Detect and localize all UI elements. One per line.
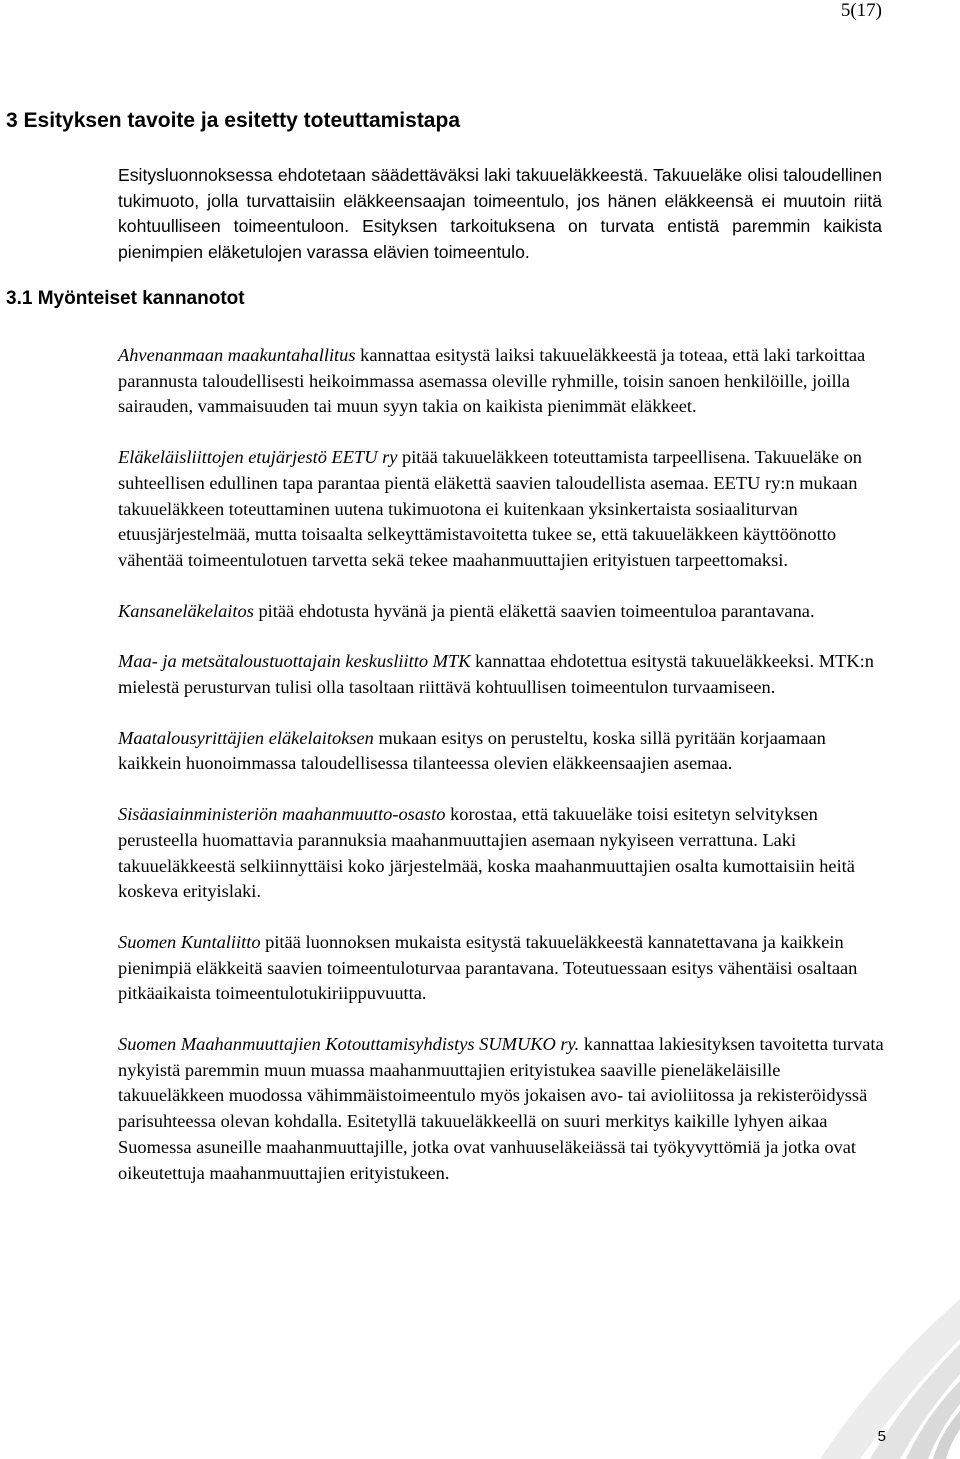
statement-org: Maatalousyrittäjien eläkelaitoksen xyxy=(118,727,374,748)
statement-text: pitää takuueläkkeen toteuttamista tarpeellisena. Takuueläke on suhteellisen edullinen tapa parantaa pientä eläkettä saavien taloudellista asemaa. EETU ry:n mukaan takuueläkkeen toteuttaminen uutena tukimuotona ei kuitenkaan yksinkertaista sosiaaliturvan etuusjärjestelmää, mutta toisaalta selkeyttämistavoitetta tukee se, että takuueläkkeen käyttöönotto vähentää toimeentulotuen tarvetta sekä tekee maahanmuuttajien erityistuen tarpeettomaksi. xyxy=(118,447,863,570)
corner-page-number: 5 xyxy=(877,1428,886,1445)
section-heading: 3 Esityksen tavoite ja esitetty toteuttamistapa xyxy=(6,109,460,132)
statement-text: pitää luonnoksen mukaista esitystä takuueläkkeestä kannatettavana ja kaikkein pienimpiä eläkkeitä saavien toimeentuloturvaa parantavana. Toteutuessaan esitys vähentäisi osaltaan pitkäaikaista toimeentulotukiriippuvuutta. xyxy=(118,931,858,1004)
statement-paragraph xyxy=(118,930,888,1007)
statement-org: Kansaneläkelaitos xyxy=(118,600,254,621)
statement-paragraph xyxy=(118,445,888,574)
statement-paragraph xyxy=(118,1032,888,1186)
statement-org: Sisäasiainministeriön maahanmuutto-osasto xyxy=(118,804,446,825)
statement-org: Eläkeläisliittojen etujärjestö EETU ry xyxy=(118,447,398,468)
statement-paragraph xyxy=(118,802,888,905)
page-number: 5(17) xyxy=(840,0,882,21)
intro-paragraph: Esitysluonnoksessa ehdotetaan säädettäväksi laki takuueläkkeestä. Takuueläke olisi taloudellinen tukimuoto, jolla turvattaisiin eläkkeensaajan toimeentulo, jos hänen eläkkeensä ei muutoin riitä kohtuulliseen toimeentuloon. Esityksen tarkoituksena on turvata entistä paremmin kaikista pienimpien eläketulojen varassa elävien toimeentulo. xyxy=(118,165,882,263)
statement-paragraph xyxy=(118,726,888,777)
statement-paragraph xyxy=(118,343,888,420)
statement-paragraph xyxy=(118,599,888,625)
statement-text: kannattaa lakiesityksen tavoitetta turvata nykyistä paremmin muun muassa maahanmuuttajien erityistukea saaville pieneläkeläisille takuueläkkeen muodossa vähimmäistoimeentulo myös jokaisen avo- tai avioliitossa ja rekisteröidyssä parisuhteessa olevan kohdalla. Esitetyllä takuueläkkeellä on suuri merkitys kaikille lyhyen aikaa Suomessa asuneille maahanmuuttajille, jotka ovat vanhuuseläkeiässä tai työkyvyttömiä ja jotka ovat oikeutettuja maahanmuuttajien erityistukeen. xyxy=(118,1034,884,1183)
statement-text: kannattaa ehdotettua esitystä takuueläkkeeksi. MTK:n mielestä perusturvan tulisi olla tasoltaan riittävä kohtuullisen toimeentulon turvaamiseen. xyxy=(118,651,874,698)
statement-org: Maa- ja metsätaloustuottajain keskusliitto MTK xyxy=(118,651,471,672)
statement-org: Suomen Maahanmuuttajien Kotouttamisyhdistys SUMUKO ry. xyxy=(118,1034,580,1055)
statement-text: korostaa, että takuueläke toisi esitetyn selvityksen perusteella huomattavia parannuksia maahanmuuttajien asemaan nykyiseen verrattuna. Laki takuueläkkeestä selkiinnyttäisi koko järjestelmää, koska maahanmuuttajien osalta kumottaisiin heitä koskeva erityislaki. xyxy=(118,804,855,902)
statement-org: Ahvenanmaan maakuntahallitus xyxy=(118,345,356,365)
subsection-heading: 3.1 Myönteiset kannanotot xyxy=(6,288,245,309)
statement-text: kannattaa esitystä laiksi takuueläkkeestä ja toteaa, että laki tarkoittaa parannusta taloudellisesti heikoimmassa asemassa oleville ryhmille, toisin sanoen henkilöille, joilla sairauden, vammaisuuden tai muun syyn takia on kaikista pienimmät eläkkeet. xyxy=(118,345,866,417)
statements-column xyxy=(118,343,888,1211)
statement-text: pitää ehdotusta hyvänä ja pientä eläkettä saavien toimeentuloa parantavana. xyxy=(253,600,815,621)
statement-text: mukaan esitys on perusteltu, koska sillä pyritään korjaamaan kaikkein huonoimmassa taloudellisessa tilanteessa olevien eläkkeensaajien asemaa. xyxy=(118,727,826,774)
statement-paragraph xyxy=(118,649,888,700)
statement-org: Suomen Kuntaliitto xyxy=(118,931,261,952)
